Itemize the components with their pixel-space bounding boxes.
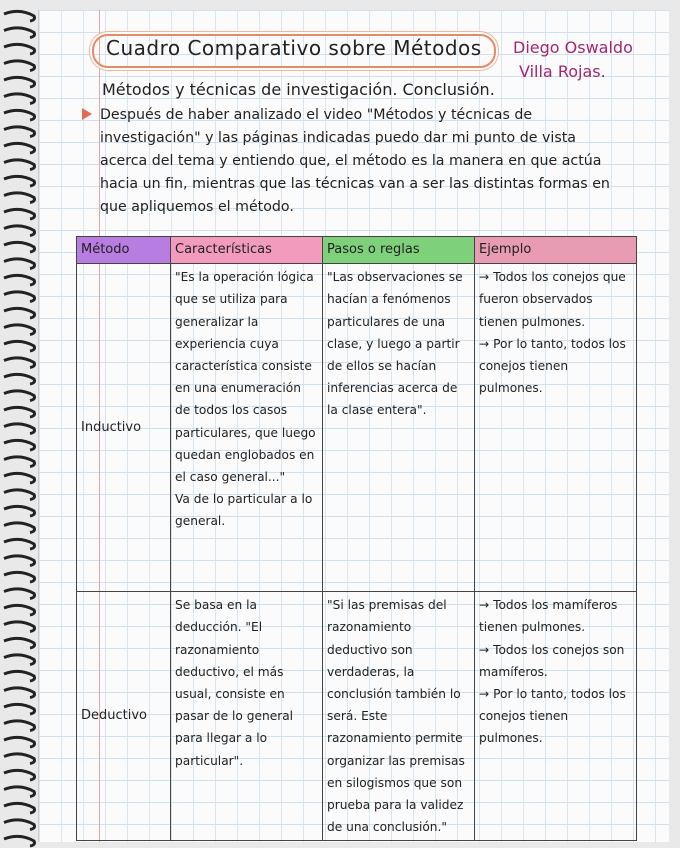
spiral-loop — [4, 622, 35, 632]
conclusion-paragraph: Después de haber analizado el video "Métodos y técnicas de investigación" y las páginas indicadas puedo dar mi punto de vista acerca del tema y entiendo que, el método es la manera en que actúa hacia un fin, mientras que las técnicas van a ser las distintas formas en que apliquemos el método. — [100, 107, 610, 215]
spiral-loop — [4, 836, 35, 846]
spiral-loop — [4, 127, 35, 137]
author-name — [513, 36, 633, 84]
spiral-loop — [4, 754, 35, 764]
table-header-row — [77, 237, 637, 264]
spiral-loop — [4, 176, 35, 186]
spiral-loop — [4, 407, 35, 417]
cell-example-deductivo: → Todos los mamíferos tienen pulmones. → Todos los conejos son mamíferos. → Por lo tanto, todos los conejos tienen pulmones. — [475, 592, 637, 841]
cell-characteristics-inductivo: "Es la operación lógica que se utiliza para generalizar la experiencia cuya característica consiste en una enumeración de todos los casos particulares, que luego quedan englobados en el caso general..." Va de lo particular a lo general. — [171, 264, 323, 592]
spiral-loop — [4, 556, 35, 566]
spiral-loop — [4, 44, 35, 54]
spiral-loop — [4, 770, 35, 780]
bullet-arrow-icon — [82, 108, 92, 120]
table-row — [77, 264, 637, 592]
spiral-loop — [4, 787, 35, 797]
method-name-deductivo: Deductivo — [77, 592, 171, 841]
cell-example-inductivo: → Todos los conejos que fueron observados tienen pulmones. → Por lo tanto, todos los conejos tienen pulmones. — [475, 264, 637, 592]
header-metodo: Método — [77, 237, 171, 264]
spiral-loop — [4, 160, 35, 170]
spiral-loop — [4, 671, 35, 681]
subtitle: Métodos y técnicas de investigación. Conclusión. — [102, 80, 495, 99]
spiral-loop — [4, 440, 35, 450]
spiral-loop — [4, 226, 35, 236]
cell-characteristics-deductivo: Se basa en la deducción. "El razonamiento deductivo, el más usual, consiste en pasar de lo general para llegar a lo particular". — [171, 592, 323, 841]
spiral-loop — [4, 539, 35, 549]
spiral-loop — [4, 308, 35, 318]
spiral-loop — [4, 523, 35, 533]
spiral-loop — [4, 193, 35, 203]
spiral-loop — [4, 242, 35, 252]
header-pasos: Pasos o reglas — [323, 237, 475, 264]
spiral-loop — [4, 605, 35, 615]
spiral-loop — [4, 94, 35, 104]
comparison-table — [76, 236, 637, 841]
spiral-loop — [4, 11, 35, 21]
spiral-loop — [4, 358, 35, 368]
author-line2: Villa Rojas. — [519, 62, 606, 81]
spiral-loop — [4, 61, 35, 71]
spiral-loop — [4, 259, 35, 269]
table-row — [77, 592, 637, 841]
spiral-loop — [4, 77, 35, 87]
spiral-loop — [4, 391, 35, 401]
cell-steps-deductivo: "Si las premisas del razonamiento deductivo son verdaderas, la conclusión también lo será. Este razonamiento permite organizar las premisas en silogismos que son prueba para la validez de una conclusión." — [323, 592, 475, 841]
spiral-loop — [4, 457, 35, 467]
spiral-loop — [4, 655, 35, 665]
spiral-loop — [4, 638, 35, 648]
spiral-loop — [4, 490, 35, 500]
method-name-inductivo: Inductivo — [77, 264, 171, 592]
spiral-loop — [4, 424, 35, 434]
spiral-loop — [4, 28, 35, 38]
spiral-loop — [4, 325, 35, 335]
spiral-loop — [4, 704, 35, 714]
spiral-loop — [4, 292, 35, 302]
author-line1: Diego Oswaldo — [513, 38, 633, 57]
spiral-loop — [4, 374, 35, 384]
spiral-loop — [4, 275, 35, 285]
spiral-loop — [4, 688, 35, 698]
header-caracteristicas: Características — [171, 237, 323, 264]
spiral-loop — [4, 473, 35, 483]
spiral-loop — [4, 737, 35, 747]
spiral-loop — [4, 820, 35, 830]
spiral-loop — [4, 341, 35, 351]
cell-steps-inductivo: "Las observaciones se hacían a fenómenos particulares de una clase, y luego a partir de ellos se hacían inferencias acerca de la clase entera". — [323, 264, 475, 592]
spiral-loop — [4, 209, 35, 219]
spiral-loop — [4, 721, 35, 731]
spiral-loop — [4, 572, 35, 582]
spiral-loop — [4, 506, 35, 516]
spiral-loop — [4, 803, 35, 813]
spiral-loop — [4, 589, 35, 599]
header-ejemplo: Ejemplo — [475, 237, 637, 264]
spiral-loop — [4, 110, 35, 120]
page-title: Cuadro Comparativo sobre Métodos — [106, 36, 482, 60]
spiral-loop — [4, 143, 35, 153]
